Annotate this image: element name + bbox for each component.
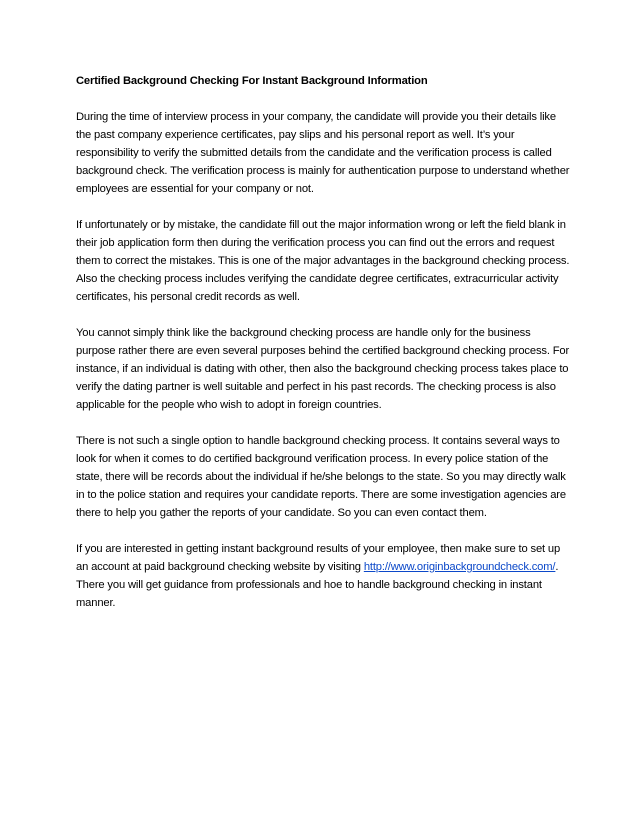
paragraph-5-after-link: . There you will get guidance from professionals and hoe to handle background checking in instant manner. <box>76 561 559 609</box>
paragraph-5-before-link: If you are interested in getting instant background results of your employee, then make sure to set up an account at paid background checking website by visiting <box>76 543 561 573</box>
paragraph-2: If unfortunately or by mistake, the candidate fill out the major information wrong or left the field blank in their job application form then during the verification process you can find out the errors and request them to correct the mistakes. This is one of the major advantages in the background checking process. Also the checking process includes verifying the candidate degree certificates, extracurricular activity certificates, his personal credit records as well. <box>76 219 570 303</box>
paragraph-4: There is not such a single option to handle background checking process. It contains several ways to look for when it comes to do certified background verification process. In every police station of the state, there will be records about the individual if he/she belongs to the state. So you may directly walk in to the police station and requires your candidate reports. There are some investigation agencies are there to help you gather the reports of your candidate. So you can even contact them. <box>76 435 566 519</box>
website-link[interactable]: http://www.originbackgroundcheck.com/ <box>363 561 556 573</box>
paragraph-3: You cannot simply think like the background checking process are handle only for the business purpose rather there are even several purposes behind the certified background checking process. For instance, if an individual is dating with other, then also the background checking process takes place to verify the dating partner is well suitable and perfect in his past records. The checking process is also applicable for the people who wish to adopt in foreign countries. <box>76 327 570 411</box>
paragraph-1: During the time of interview process in your company, the candidate will provide you their details like the past company experience certificates, pay slips and his personal report as well. It’s your responsibility to verify the submitted details from the candidate and the verification process is called background check. The verification process is mainly for authentication purpose to understand whether employees are essential for your company or not. <box>76 111 570 195</box>
paragraph-5 <box>76 540 570 612</box>
document-title: Certified Background Checking For Instant Background Information <box>76 75 428 87</box>
document-body <box>76 72 570 630</box>
